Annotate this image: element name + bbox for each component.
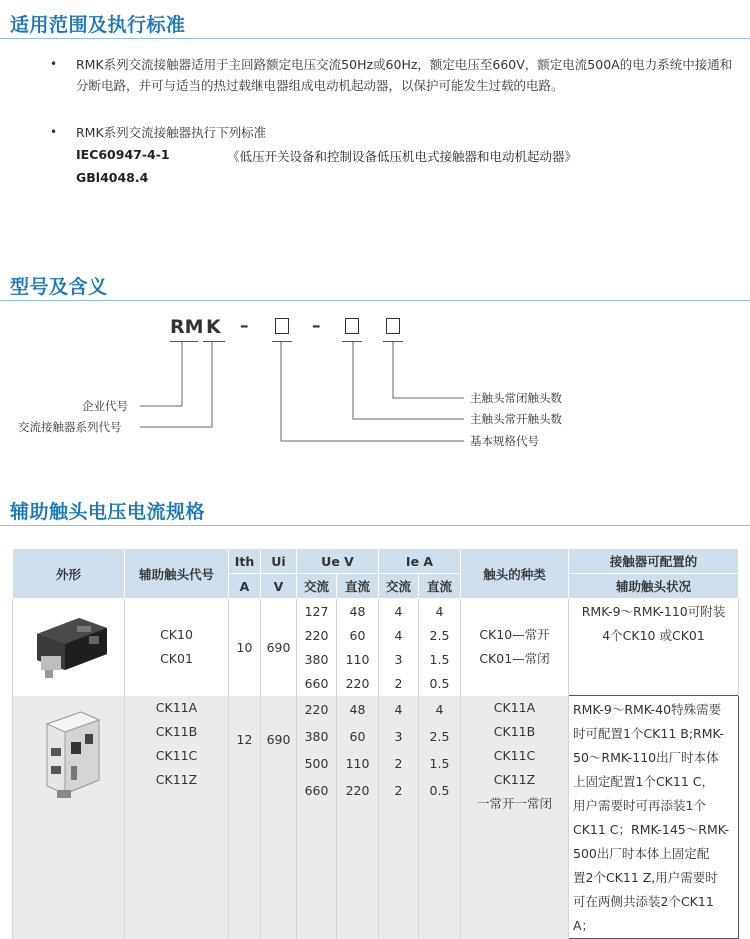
bullet-dot: • xyxy=(50,125,58,139)
header-ith: Ith xyxy=(229,549,261,574)
label-nc-count: 主触头常闭触头数 xyxy=(470,391,562,405)
empty-cell xyxy=(419,885,461,912)
label-base-code: 基本规格代号 xyxy=(470,434,539,448)
codes-cell xyxy=(125,696,229,939)
contact-type: CK10—常开 xyxy=(479,627,550,642)
header-ui-unit: V xyxy=(261,574,297,599)
code-value: CK01 xyxy=(160,651,193,666)
ui-value: 690 xyxy=(261,599,297,696)
header-ue-ac: 交流 xyxy=(297,574,337,599)
config-line: RMK-9～RMK-110可附装 xyxy=(581,604,726,619)
aux-contact-spec-table xyxy=(12,548,739,939)
config-line: 上固定配置1个CK11 C， xyxy=(573,774,714,789)
ith-value: 10 xyxy=(229,599,261,696)
product-image-ck11 xyxy=(13,696,125,939)
ue-ac-value: 500 xyxy=(297,750,337,777)
ie-dc-value: 2.5 xyxy=(419,623,461,647)
ie-ac-value: 2 xyxy=(379,750,419,777)
contact-type-cell xyxy=(461,696,569,939)
config-line: 4个CK10 或CK01 xyxy=(602,628,705,643)
contact-type-cell xyxy=(461,599,569,696)
ue-dc-value: 220 xyxy=(337,777,379,804)
empty-cell xyxy=(379,831,419,858)
header-ue-dc: 直流 xyxy=(337,574,379,599)
config-line: 50～RMK-110出厂时本体 xyxy=(573,750,719,765)
ie-dc-value: 4 xyxy=(419,599,461,624)
bullet-standards xyxy=(50,122,740,144)
section-title-aux-spec: 辅助触头电压电流规格 xyxy=(10,501,206,523)
empty-cell xyxy=(297,804,337,831)
ie-dc-value: 1.5 xyxy=(419,647,461,671)
ue-dc-value: 220 xyxy=(337,671,379,696)
ie-ac-value: 2 xyxy=(379,777,419,804)
contact-type: CK11B xyxy=(493,724,536,739)
standard-code: IEC60947-4-1 xyxy=(76,147,170,162)
ie-ac-value: 2 xyxy=(379,671,419,696)
header-contact-type: 触头的种类 xyxy=(461,549,569,599)
config-line: 置2个CK11 Z,用户需要时 xyxy=(573,870,718,885)
config-line: RMK-9～RMK-40特殊需要 xyxy=(573,702,722,717)
header-code: 辅助触头代号 xyxy=(125,549,229,599)
ui-value: 690 xyxy=(261,696,297,939)
label-series-code: 交流接触器系列代号 xyxy=(18,420,122,434)
ie-dc-value: 0.5 xyxy=(419,671,461,696)
model-dash: – xyxy=(312,316,321,336)
header-config: 接触器可配置的 xyxy=(569,549,739,574)
ie-dc-value: 0.5 xyxy=(419,777,461,804)
ue-dc-value: 48 xyxy=(337,599,379,624)
config-line: CK11 C；RMK-145～RMK- xyxy=(573,822,730,837)
ue-dc-value: 110 xyxy=(337,750,379,777)
ue-ac-value: 220 xyxy=(297,623,337,647)
contact-type: CK11Z xyxy=(493,772,536,787)
model-dash: – xyxy=(240,316,249,336)
empty-cell xyxy=(419,831,461,858)
ck11-contact-block-image xyxy=(19,704,119,808)
bullet-text: RMK系列交流接触器执行下列标准 xyxy=(76,125,267,140)
ue-dc-value: 48 xyxy=(337,696,379,723)
section-divider xyxy=(0,38,750,39)
empty-cell xyxy=(379,804,419,831)
ue-dc-value: 110 xyxy=(337,647,379,671)
ue-dc-value: 60 xyxy=(337,723,379,750)
header-ue: Ue V xyxy=(297,549,379,574)
code-value: CK11C xyxy=(155,748,198,763)
ue-ac-value: 220 xyxy=(297,696,337,723)
section-divider xyxy=(0,300,750,301)
ith-value: 12 xyxy=(229,696,261,939)
contact-type: CK11C xyxy=(493,748,536,763)
code-value: CK11Z xyxy=(155,772,198,787)
model-k: K xyxy=(206,316,221,338)
empty-cell xyxy=(297,885,337,912)
product-image-ck10 xyxy=(13,599,125,696)
contact-type: CK01—常闭 xyxy=(479,651,550,666)
header-ui: Ui xyxy=(261,549,297,574)
ie-ac-value: 4 xyxy=(379,599,419,624)
standard-name: 《低压开关设备和控制设备低压机电式接触器和电动机起动器》 xyxy=(227,149,578,164)
ie-ac-value: 3 xyxy=(379,647,419,671)
empty-cell xyxy=(297,831,337,858)
header-ith-unit: A xyxy=(229,574,261,599)
label-no-count: 主触头常开触头数 xyxy=(470,412,562,426)
bullet-text: RMK系列交流接触器适用于主回路额定电压交流50Hz或60Hz，额定电压至660V，额定电流500A的电力系统中接通和分断电路，并可与适当的热过载继电器组成电动机起动器，以保护可能发生过载的电路。 xyxy=(76,57,733,93)
bullet-dot: • xyxy=(50,57,58,71)
empty-cell xyxy=(297,858,337,885)
standard-row xyxy=(76,170,148,185)
empty-cell xyxy=(337,831,379,858)
config-line: 可在两侧共添装2个CK11 xyxy=(573,894,714,909)
ie-dc-value: 4 xyxy=(419,696,461,723)
model-prefix: RM xyxy=(170,316,204,338)
ie-ac-value: 4 xyxy=(379,623,419,647)
empty-cell xyxy=(379,885,419,912)
bullet-scope xyxy=(50,54,740,98)
ie-ac-value: 3 xyxy=(379,723,419,750)
header-ie-dc: 直流 xyxy=(419,574,461,599)
contact-type: CK11A xyxy=(493,700,536,715)
contact-type: 一常开一常闭 xyxy=(476,796,552,811)
config-line: A； xyxy=(573,918,595,933)
empty-cell xyxy=(419,858,461,885)
code-value: CK11A xyxy=(155,700,198,715)
standard-row xyxy=(76,147,578,164)
ie-dc-value: 1.5 xyxy=(419,750,461,777)
code-value: CK11B xyxy=(155,724,198,739)
header-ie: Ie A xyxy=(379,549,461,574)
standard-code: GBl4048.4 xyxy=(76,170,149,185)
ie-ac-value: 4 xyxy=(379,696,419,723)
ue-ac-value: 380 xyxy=(297,723,337,750)
header-config-2: 辅助触头状况 xyxy=(569,574,739,599)
ue-ac-value: 380 xyxy=(297,647,337,671)
empty-cell xyxy=(379,858,419,885)
ue-ac-value: 660 xyxy=(297,671,337,696)
ue-ac-value: 127 xyxy=(297,599,337,624)
ie-dc-value: 2.5 xyxy=(419,723,461,750)
empty-cell xyxy=(337,885,379,912)
config-cell xyxy=(569,696,739,939)
ue-ac-value: 660 xyxy=(297,777,337,804)
config-line: 500出厂时本体上固定配 xyxy=(573,846,710,861)
label-company-code: 企业代号 xyxy=(82,399,128,413)
config-cell xyxy=(569,599,739,696)
section-title-model: 型号及含义 xyxy=(10,276,108,298)
empty-cell xyxy=(337,804,379,831)
header-ie-ac: 交流 xyxy=(379,574,419,599)
section-divider xyxy=(0,525,750,526)
empty-cell xyxy=(419,804,461,831)
config-line: 用户需要时可再添装1个 xyxy=(573,798,706,813)
ue-dc-value: 60 xyxy=(337,623,379,647)
codes-cell xyxy=(125,599,229,696)
section-title-scope: 适用范围及执行标准 xyxy=(10,14,186,36)
empty-cell xyxy=(337,858,379,885)
code-value: CK10 xyxy=(160,627,193,642)
header-shape: 外形 xyxy=(13,549,125,599)
config-line: 时可配置1个CK11 B;RMK- xyxy=(573,726,724,741)
ck10-contact-block-image xyxy=(19,604,119,688)
